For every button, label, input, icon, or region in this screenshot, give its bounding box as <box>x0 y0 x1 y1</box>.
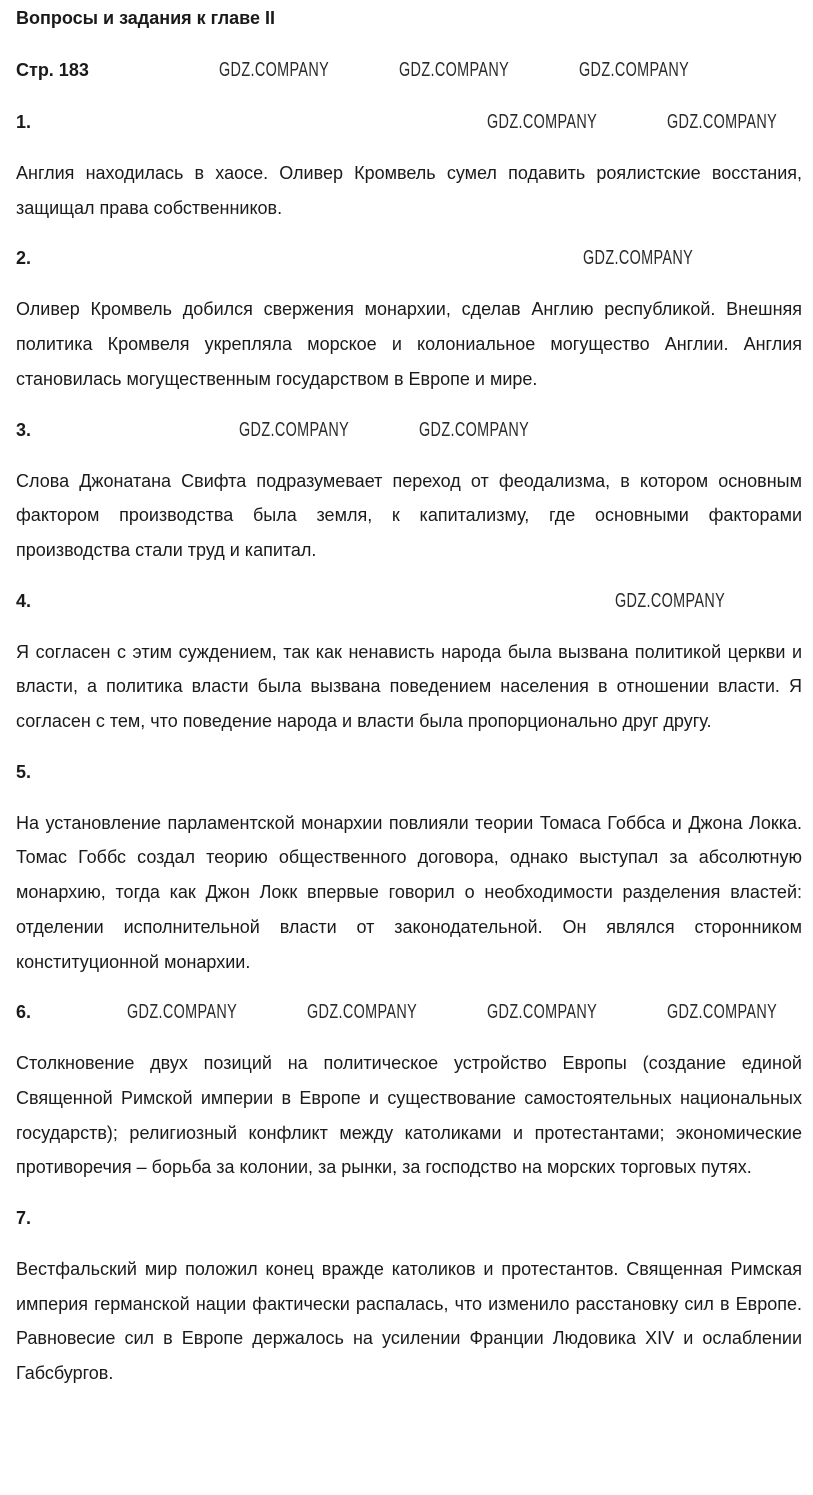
answer-6-text: Столкновение двух позиций на политическое устройство Европы (создание единой Священной Римской империи в Европе и существование самостоятельных национальных государств); религиозный конфликт между католиками и протестантами; экономические противоречия – борьба за колонии, за рынки, за господство на морских торговых путях. <box>16 1053 802 1178</box>
answer-1-text: Англия находилась в хаосе. Оливер Кромвель сумел подавить роялистские восстания, защищал права собственников. <box>16 163 802 218</box>
watermark: GDZ.COMPANY <box>419 418 530 441</box>
answer-3-header <box>16 419 802 441</box>
watermark: GDZ.COMPANY <box>667 1001 778 1024</box>
answer-5-header <box>16 761 802 783</box>
answer-3-number: 3. <box>16 419 32 440</box>
watermark: GDZ.COMPANY <box>487 1001 598 1024</box>
title-row <box>16 7 802 29</box>
watermark: GDZ.COMPANY <box>219 59 330 81</box>
answer-5-number: 5. <box>16 761 32 782</box>
watermark: GDZ.COMPANY <box>399 59 510 81</box>
page-number: Стр. 183 <box>16 60 89 80</box>
watermark: GDZ.COMPANY <box>583 247 694 270</box>
answer-6-number: 6. <box>16 1002 32 1023</box>
answer-2-header <box>16 247 802 269</box>
answer-4-number: 4. <box>16 590 32 611</box>
document <box>16 7 802 1391</box>
page-number-row <box>16 59 802 81</box>
answer-7-text: Вестфальский мир положил конец вражде католиков и протестантов. Священная Римская империя германской нации фактически распалась, что изменило расстановку сил в Европе. Равновесие сил в Европе держалось на усилении Франции Людовика XIV и ослаблении Габсбургов. <box>16 1259 802 1384</box>
answer-7-number: 7. <box>16 1208 32 1229</box>
page-title: Вопросы и задания к главе II <box>16 8 276 28</box>
answer-7-header <box>16 1207 802 1229</box>
answer-1-header <box>16 111 802 133</box>
answer-2-text: Оливер Кромвель добился свержения монархии, сделав Англию республикой. Внешняя политика Кромвеля укрепляла морское и колониальное могущество Англии. Англия становилась могущественным государством в Европе и мире. <box>16 299 802 389</box>
answer-4-header <box>16 590 802 612</box>
watermark: GDZ.COMPANY <box>667 111 778 133</box>
answer-2-number: 2. <box>16 248 32 269</box>
answer-4-text: Я согласен с этим суждением, так как ненависть народа была вызвана политикой церкви и власти, а политика власти была вызвана поведением населения в отношении власти. Я согласен с тем, что поведение народа и власти была пропорционально друг другу. <box>16 641 802 732</box>
watermark: GDZ.COMPANY <box>127 1001 238 1024</box>
watermark: GDZ.COMPANY <box>615 589 726 612</box>
answer-3-text: Слова Джонатана Свифта подразумевает переход от феодализма, в котором основным фактором производства была земля, к капитализму, где основными факторами производства стали труд и капитал. <box>16 470 802 560</box>
watermark: GDZ.COMPANY <box>579 59 690 81</box>
watermark: GDZ.COMPANY <box>239 418 350 441</box>
answer-1-number: 1. <box>16 112 32 132</box>
answer-5-text: На установление парламентской монархии повлияли теории Томаса Гоббса и Джона Локка. Томас Гоббс создал теорию общественного договора, однако выступал за абсолютную монархию, тогда как Джон Локк впервые говорил о необходимости разделения властей: отделении исполнительной власти от законодательной. Он являлся сторонником конституционной монархии. <box>16 812 802 972</box>
watermark: GDZ.COMPANY <box>307 1001 418 1024</box>
answer-6-header <box>16 1001 802 1023</box>
watermark: GDZ.COMPANY <box>487 111 598 133</box>
